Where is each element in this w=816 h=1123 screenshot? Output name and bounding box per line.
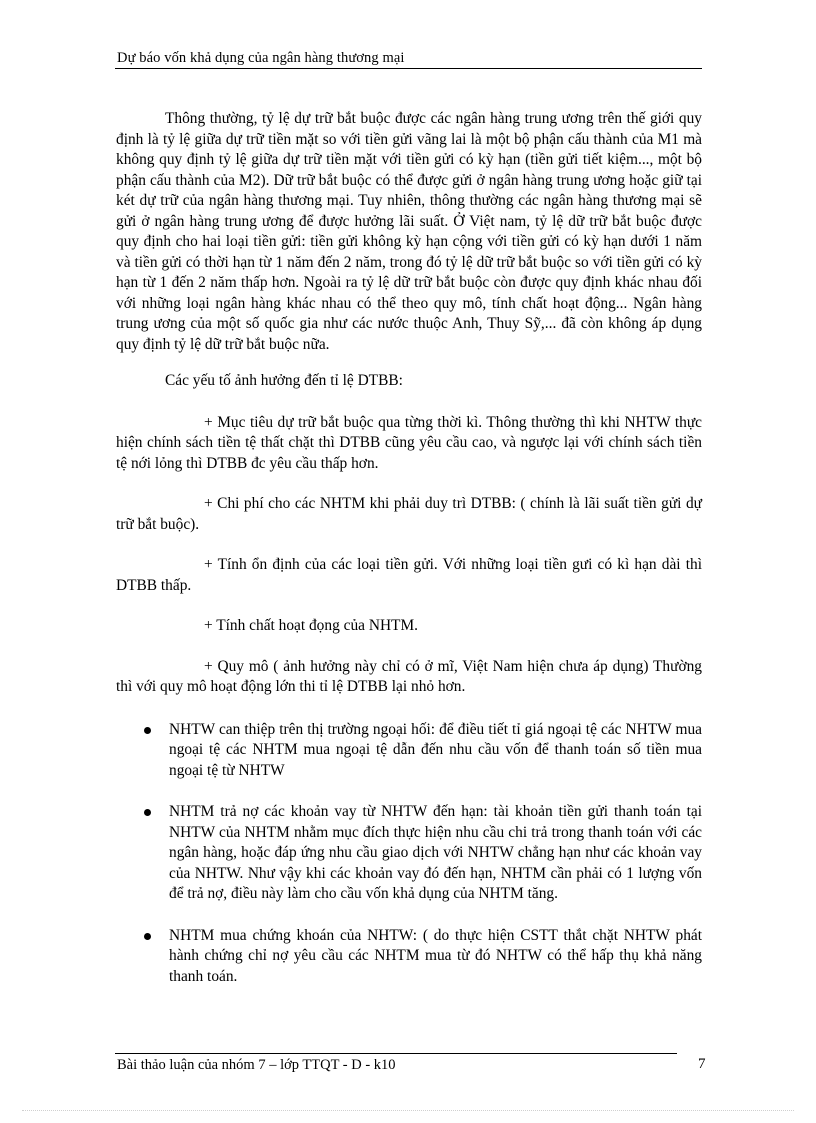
footer-rule: [115, 1053, 677, 1054]
bullet-icon: [144, 727, 151, 734]
header-title: Dự báo vốn khả dụng của ngân hàng thương mại: [117, 50, 405, 66]
factor-item: + Tính chất hoạt đọng của NHTM.: [204, 617, 418, 634]
page-break-divider: [22, 1110, 794, 1111]
factor-item: + Tính ổn định của các loại tiền gửi. Với những loại tiền gưi có kì hạn dài thì DTBB thấp.: [116, 556, 702, 594]
intro-paragraph: Thông thường, tỷ lệ dự trữ bắt buộc được các ngân hàng trung ương trên thế giới quy định là tỷ lệ giữa dự trữ tiền mặt so với tiền gửi vãng lai là một bộ phận cấu thành của M1 mà không quy định tỷ lệ giữa dự trữ tiền mặt với tiền gửi có kỳ hạn (tiền gửi tiết kiệm..., một bộ phận cấu thành của M2). Dữ trữ bắt buộc có thể được gửi ở ngân hàng trung ương hoặc giữ tại két dự trữ của ngân hàng thương mại. Tuy nhiên, thông thường các ngân hàng thương mại sẽ gửi ở ngân hàng trung ương để được hưởng lãi suất. Ở Việt nam, tỷ lệ dữ trữ bắt buộc được quy định cho hai loại tiền gửi: tiền gửi không kỳ hạn cộng với tiền gửi có kỳ hạn dưới 1 năm và tiền gửi có thời hạn từ 1 năm đến 2 năm, trong đó tỷ lệ dữ trữ bắt buộc so với tiền gửi có kỳ hạn từ 1 đến 2 năm thấp hơn. Ngoài ra tỷ lệ dữ trữ bắt buộc còn được quy định khác nhau đối với những loại ngân hàng khác nhau có thể theo quy mô, tính chất hoạt động... Ngân hàng trung ương của một số quốc gia như các nước thuộc Anh, Thuy Sỹ,... đã còn không áp dụng quy định tỷ lệ dữ trữ bắt buộc nữa.: [116, 110, 702, 353]
factors-title: Các yếu tố ảnh hưởng đến tỉ lệ DTBB:: [165, 372, 403, 389]
factor-item: + Quy mô ( ảnh hưởng này chỉ có ở mĩ, Việt Nam hiện chưa áp dụng) Thường thì với quy mô hoạt động lớn thi tỉ lệ DTBB lại nhỏ hơn.: [116, 657, 702, 695]
bullet-text: NHTW can thiệp trên thị trường ngoại hối: để điều tiết tỉ giá ngoại tệ các NHTW mua ngoại tệ các NHTM mua ngoại tệ dẫn đến nhu cầu vốn để thanh toán số tiền mua ngoại tệ từ NHTW: [169, 720, 702, 779]
bullet-text: NHTM mua chứng khoán của NHTW: ( do thực hiện CSTT thắt chặt NHTW phát hành chứng chỉ nợ yêu cầu các NHTM mua từ đó NHTW có thể hấp thụ khả năng thanh toán.: [169, 926, 702, 985]
list-item: [116, 926, 702, 988]
factor-item: + Chi phí cho các NHTM khi phải duy trì DTBB: ( chính là lãi suất tiền gửi dự trữ bắt buộc).: [116, 495, 702, 533]
body-content: [116, 109, 702, 1008]
header-rule: [115, 68, 702, 69]
bullet-icon: [144, 933, 151, 940]
bullet-text: NHTM trả nợ các khoản vay từ NHTW đến hạn: tài khoản tiền gửi thanh toán tại NHTW của NHTM nhằm mục đích thực hiện nhu cầu chi trả trong thanh toán với các ngân hàng, hoặc đáp ứng nhu cầu giao dịch với NHTW chẳng hạn như các khoản vay của NHTW. Như vậy khi các khoản vay đó đến hạn, NHTM cần phải có 1 lượng vốn để trả nợ, điều này làm cho cầu vốn khả dụng của NHTM tăng.: [169, 803, 702, 902]
list-item: [116, 720, 702, 782]
footer-text: Bài thảo luận của nhóm 7 – lớp TTQT - D - k10: [117, 1057, 396, 1073]
page-number: 7: [698, 1056, 706, 1072]
factor-item: + Mục tiêu dự trữ bắt buộc qua từng thời kì. Thông thường thì khi NHTW thực hiện chính sách tiền tệ thất chặt thì DTBB cũng yêu cầu cao, và ngược lại với chính sách tiền tệ nới lỏng thì DTBB đc yêu cầu thấp hơn.: [116, 413, 702, 472]
bullet-list: [116, 720, 702, 988]
list-item: [116, 802, 702, 905]
bullet-icon: [144, 809, 151, 816]
